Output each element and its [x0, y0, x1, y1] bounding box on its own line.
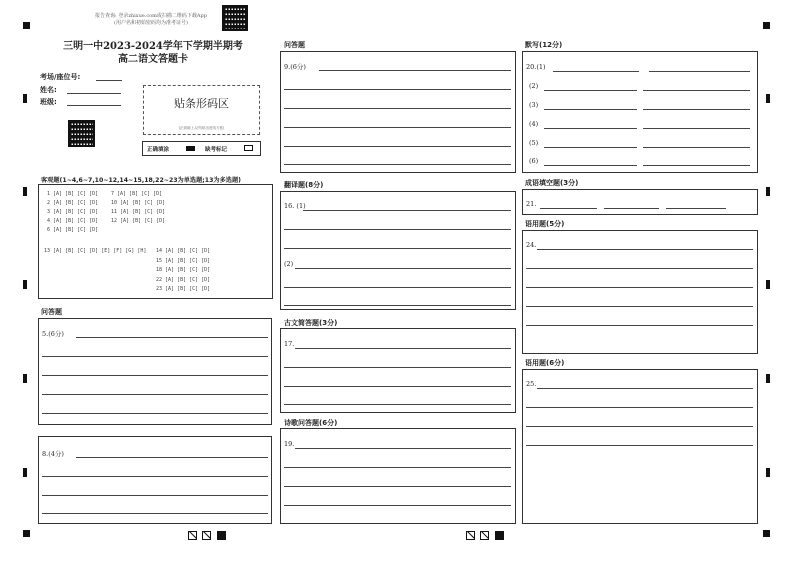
answer-line[interactable] [643, 147, 750, 148]
class-field[interactable] [67, 105, 121, 106]
answer-line[interactable] [295, 348, 511, 349]
answer-line[interactable] [643, 90, 750, 91]
answer-line[interactable] [284, 486, 511, 487]
page-mark-slash [480, 531, 489, 540]
correct-fill-sample [186, 146, 195, 151]
qr-code-top [222, 5, 248, 31]
answer-line[interactable] [319, 70, 511, 71]
left-qa-title: 问答题 [41, 308, 62, 316]
timing-mark [766, 94, 770, 103]
timing-mark [23, 187, 27, 196]
answer-line[interactable] [284, 248, 511, 249]
dictation-title: 默写(12分) [525, 41, 563, 49]
translate-title: 翻译题(8分) [284, 181, 324, 189]
choice-row[interactable]: 22 [A] [B] [C] [D] [156, 276, 211, 283]
page-mark-slash [188, 531, 197, 540]
choice-row-13[interactable]: 13 [A] [B] [C] [D] [E] [F] [G] [H] [44, 248, 147, 254]
choice-box [38, 184, 273, 299]
timing-mark [23, 468, 27, 477]
answer-line[interactable] [284, 305, 511, 306]
choice-section-title: 客观题(1~4,6~7,10~12,14~15,18,22~23为单选题;13为多选题) [41, 177, 241, 184]
q17-label: 17. [284, 340, 295, 348]
answer-line[interactable] [526, 426, 753, 427]
answer-line[interactable] [295, 268, 511, 269]
answer-line[interactable] [537, 249, 753, 250]
answer-line[interactable] [42, 375, 268, 376]
name-label: 姓名: [40, 86, 57, 94]
q25-answer-box[interactable] [522, 369, 758, 524]
q8-label: 8.(4分) [42, 450, 64, 458]
answer-line[interactable] [540, 208, 597, 209]
timing-mark [766, 374, 770, 383]
q20-answer-box[interactable] [522, 51, 758, 173]
answer-line[interactable] [526, 268, 753, 269]
answer-line[interactable] [604, 208, 659, 209]
answer-line[interactable] [284, 367, 511, 368]
answer-line[interactable] [284, 229, 511, 230]
exam-seat-label: 考场/座位号: [40, 73, 81, 81]
answer-line[interactable] [76, 337, 268, 338]
choice-row[interactable]: 23 [A] [B] [C] [D] [156, 286, 211, 292]
answer-line[interactable] [295, 448, 511, 449]
middle-qa-title: 问答题 [284, 41, 305, 49]
page-mark-block [217, 531, 226, 540]
q20-item-label: (6) [529, 157, 539, 165]
barcode-note: (正面朝上,切勿贴出虚线方框) [178, 126, 225, 130]
choice-row[interactable]: 1 [A] [B] [C] [D] [47, 191, 99, 197]
timing-mark [23, 94, 27, 103]
answer-line[interactable] [284, 146, 511, 147]
q19-label: 19. [284, 440, 295, 448]
notice-line-2: (用户名和初始密码均为准考证号) [114, 20, 188, 26]
answer-line[interactable] [284, 386, 511, 387]
answer-line[interactable] [42, 394, 268, 395]
idiom-title: 成语填空题(3分) [525, 179, 579, 187]
answer-line[interactable] [526, 325, 753, 326]
q9-label: 9.(6分) [284, 63, 306, 71]
q20-item-label: (3) [529, 101, 539, 109]
title-line-2: 高二语文答题卡 [118, 54, 188, 65]
answer-line[interactable] [76, 457, 268, 458]
barcode-area [143, 85, 260, 135]
choice-row[interactable]: 12 [A] [B] [C] [D] [111, 218, 166, 224]
choice-row[interactable]: 10 [A] [B] [C] [D] [111, 200, 166, 206]
q5-label: 5.(6分) [42, 330, 64, 338]
report-notice [76, 12, 226, 26]
language-title-2: 语用题(6分) [525, 359, 565, 367]
q21-answer-box[interactable] [522, 189, 758, 215]
answer-line[interactable] [544, 90, 637, 91]
choice-row[interactable]: 18 [A] [B] [C] [D] [156, 267, 211, 273]
answer-line[interactable] [284, 467, 511, 468]
answer-line[interactable] [526, 306, 753, 307]
answer-line[interactable] [643, 165, 750, 166]
answer-line[interactable] [284, 404, 511, 405]
q21-label: 21. [526, 200, 537, 208]
choice-row[interactable]: 15 [A] [B] [C] [D] [156, 257, 211, 264]
timing-mark [23, 280, 27, 289]
answer-line[interactable] [643, 128, 750, 129]
timing-mark [23, 374, 27, 383]
q25-label: 25. [526, 380, 537, 388]
poem-title: 诗歌问答题(6分) [284, 419, 338, 427]
page-mark-slash [466, 531, 475, 540]
page-title [58, 40, 248, 66]
answer-line[interactable] [303, 210, 511, 211]
answer-line[interactable] [553, 71, 639, 72]
student-info [40, 72, 80, 109]
answer-line[interactable] [284, 108, 511, 109]
answer-line[interactable] [284, 164, 511, 165]
fill-legend [142, 141, 261, 156]
choice-row[interactable]: 2 [A] [B] [C] [D] [47, 200, 99, 206]
answer-line[interactable] [42, 413, 268, 414]
q16-2-label: (2) [284, 260, 294, 268]
absent-mark-label: 缺考标记 [205, 147, 228, 153]
answer-line[interactable] [649, 71, 750, 72]
answer-line[interactable] [42, 495, 268, 496]
q24-label: 24. [526, 241, 537, 249]
answer-line[interactable] [537, 388, 753, 389]
timing-mark [766, 468, 770, 477]
page-mark-block [495, 531, 504, 540]
answer-line[interactable] [284, 287, 511, 288]
answer-line[interactable] [526, 407, 753, 408]
answer-line[interactable] [42, 476, 268, 477]
answer-line[interactable] [643, 109, 750, 110]
answer-line[interactable] [42, 356, 268, 357]
corner-mark [763, 22, 770, 29]
answer-line[interactable] [544, 165, 637, 166]
barcode-label: 贴条形码区 [174, 97, 229, 110]
answer-line[interactable] [526, 445, 753, 446]
choice-col-2 [111, 191, 165, 227]
answer-line[interactable] [284, 89, 511, 90]
choice-row[interactable]: 3 [A] [B] [C] [D] [47, 209, 99, 215]
choice-row[interactable]: 14 [A] [B] [C] [D] [156, 248, 211, 254]
q20-item-label: (2) [529, 82, 539, 90]
q20-item-label: (5) [529, 139, 539, 147]
answer-line[interactable] [544, 109, 637, 110]
classic-title: 古文简答题(3分) [284, 319, 338, 327]
answer-line[interactable] [544, 128, 637, 129]
exam-seat-field[interactable] [96, 80, 122, 81]
page-mark-slash [202, 531, 211, 540]
q9-answer-box[interactable] [280, 51, 516, 173]
timing-mark [766, 187, 770, 196]
choice-row[interactable]: 6 [A] [B] [C] [D] [47, 227, 99, 233]
choice-col-1 [47, 191, 98, 236]
choice-row[interactable]: 4 [A] [B] [C] [D] [47, 218, 99, 224]
corner-mark [763, 530, 770, 537]
timing-mark [766, 280, 770, 289]
choice-col-3 [156, 248, 210, 296]
title-line-1: 三明一中2023-2024学年下学期半期考 [63, 41, 243, 52]
q19-answer-box[interactable] [280, 428, 516, 524]
language-title-1: 语用题(5分) [525, 220, 565, 228]
q16-1-label: 16. (1) [284, 202, 306, 210]
absent-mark-box[interactable] [244, 145, 253, 151]
correct-fill-label: 正确填涂 [147, 147, 170, 153]
q17-answer-box[interactable] [280, 328, 516, 413]
corner-mark [23, 22, 30, 29]
class-label: 班级: [40, 98, 57, 106]
answer-line[interactable] [284, 505, 511, 506]
q5-answer-box[interactable] [38, 318, 272, 425]
answer-line[interactable] [526, 287, 753, 288]
q20-item-label: (4) [529, 120, 539, 128]
q20-label: 20.(1) [526, 63, 546, 71]
choice-row[interactable]: 7 [A] [B] [C] [D] [111, 191, 163, 197]
answer-line[interactable] [42, 513, 268, 514]
q16-answer-box[interactable] [280, 191, 516, 310]
notice-line-1: 报告查询: 登录zhixue.com或扫描二维码下载App [95, 13, 207, 19]
answer-line[interactable] [544, 147, 637, 148]
corner-mark [23, 530, 30, 537]
answer-line[interactable] [284, 127, 511, 128]
q24-answer-box[interactable] [522, 230, 758, 354]
qr-code-student [68, 120, 95, 147]
choice-row[interactable]: 11 [A] [B] [C] [D] [111, 209, 166, 215]
name-field[interactable] [67, 93, 121, 94]
q8-answer-box[interactable] [38, 436, 272, 524]
answer-line[interactable] [666, 208, 726, 209]
